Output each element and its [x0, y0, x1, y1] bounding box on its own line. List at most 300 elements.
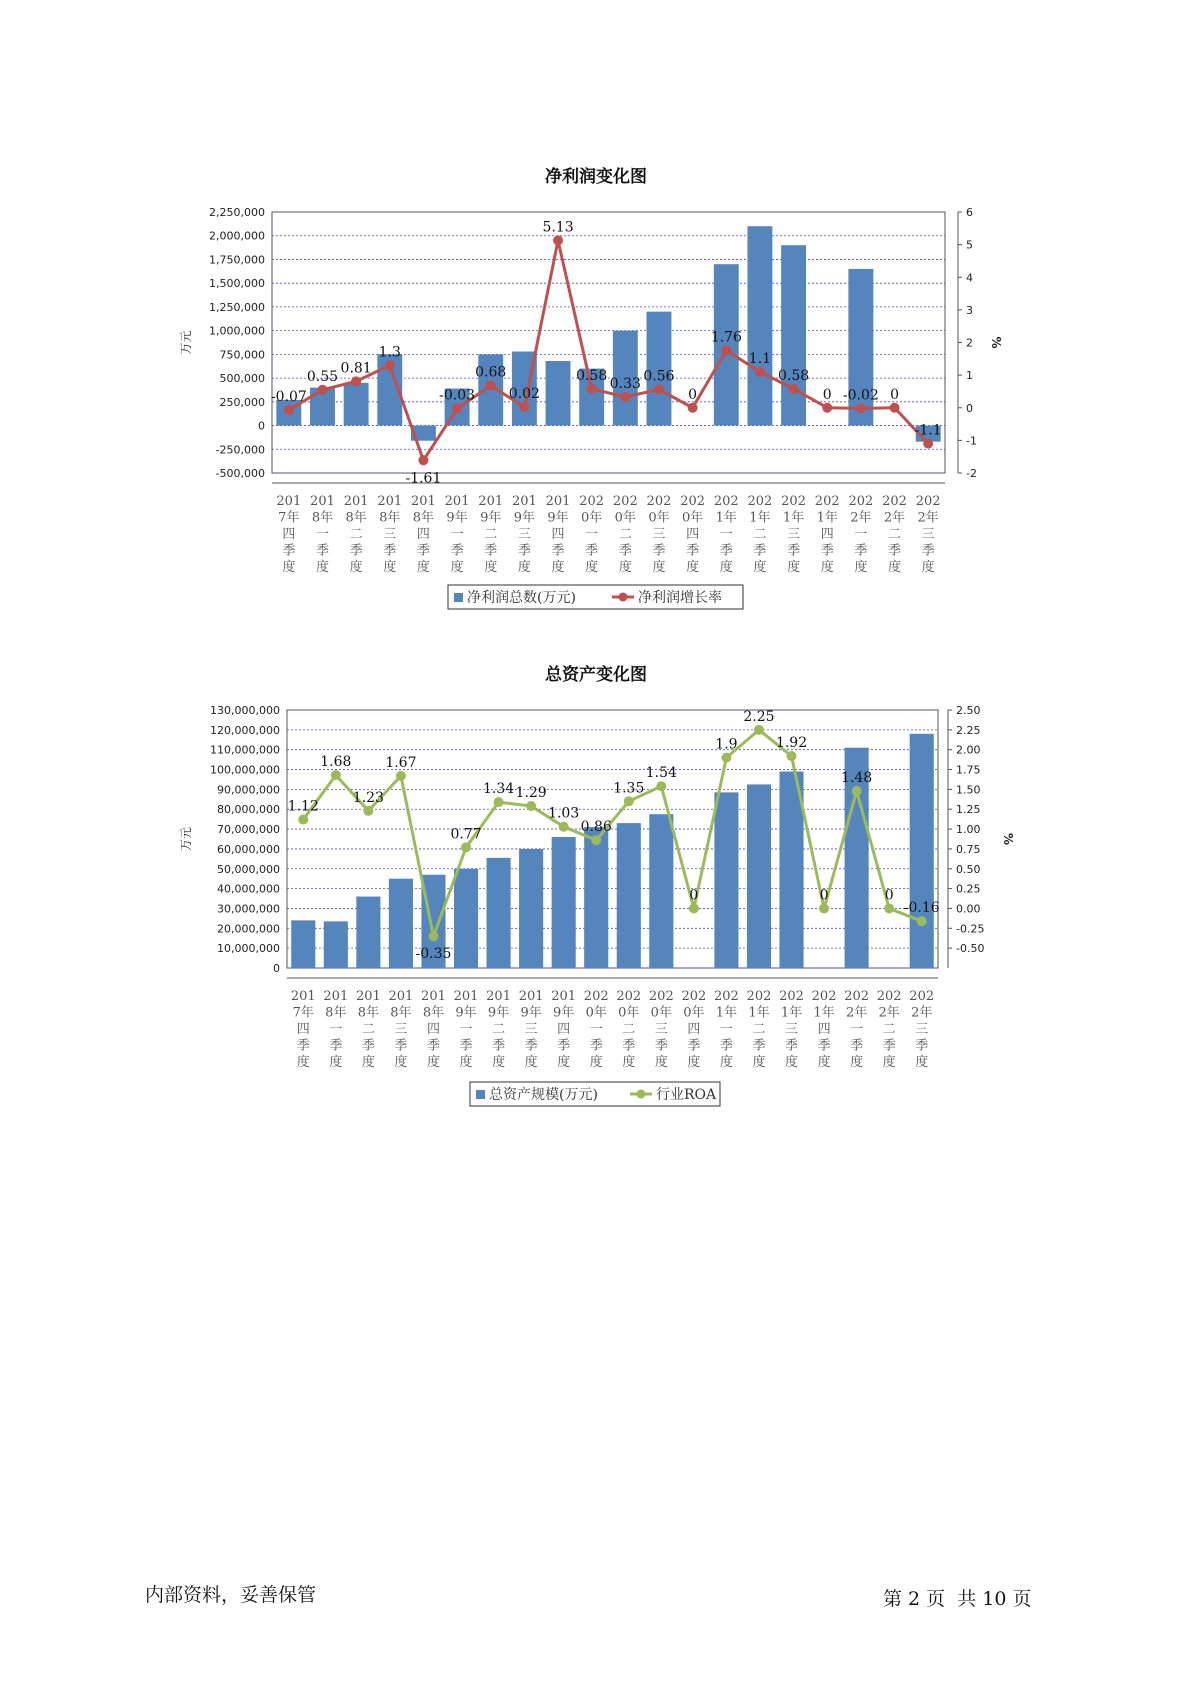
- x-tick-label: 季: [882, 1038, 896, 1054]
- x-tick-label: 度: [296, 1055, 310, 1070]
- data-label: 1.35: [613, 780, 645, 797]
- data-label: 0.55: [306, 368, 339, 385]
- y2-tick-label: 2: [966, 336, 973, 350]
- y-tick-label: 1,000,000: [209, 324, 265, 338]
- y2-tick-label: 0.50: [956, 862, 981, 876]
- x-tick-label: 度: [394, 1055, 408, 1070]
- x-tick-label: 二: [492, 1022, 506, 1037]
- bar: [344, 383, 369, 426]
- x-tick-label: 202: [713, 494, 739, 509]
- x-tick-label: 度: [589, 1055, 603, 1070]
- x-tick-label: 度: [459, 1055, 473, 1070]
- x-tick-label: 1年: [715, 1005, 738, 1021]
- data-label: 1.68: [320, 754, 352, 771]
- net-profit-chart-svg: [0, 160, 1191, 630]
- x-tick-label: 1年: [782, 510, 805, 526]
- y-tick-label: 120,000,000: [210, 723, 280, 737]
- x-tick-label: 二: [752, 1022, 766, 1037]
- x-tick-label: 季: [915, 1038, 929, 1054]
- x-tick-label: 季: [282, 543, 296, 559]
- x-tick-label: 季: [622, 1038, 636, 1054]
- x-tick-label: 202: [579, 494, 605, 509]
- x-tick-label: 202: [811, 989, 837, 1004]
- line-point: [654, 384, 664, 394]
- y-tick-label: 1,500,000: [209, 277, 265, 291]
- x-tick-label: 二: [618, 527, 632, 542]
- y2-tick-label: 3: [966, 303, 973, 317]
- x-tick-label: 1年: [780, 1005, 803, 1021]
- x-tick-label: 季: [361, 1038, 375, 1054]
- data-label: 0.02: [508, 386, 540, 403]
- line-point: [519, 402, 529, 412]
- x-tick-label: 2年: [917, 510, 939, 526]
- x-tick-label: 季: [459, 1038, 473, 1054]
- x-tick-label: 度: [785, 1055, 799, 1070]
- legend-bar-swatch: [454, 593, 463, 602]
- x-tick-label: 季: [753, 543, 767, 559]
- x-tick-label: 201: [511, 494, 537, 509]
- x-tick-label: 三: [394, 1022, 408, 1037]
- x-tick-label: 度: [719, 1055, 733, 1070]
- x-tick-label: 度: [915, 1055, 929, 1070]
- y-axis-title: 万元: [179, 330, 193, 355]
- x-tick-label: 度: [426, 1055, 440, 1070]
- data-label: 2.25: [743, 708, 775, 725]
- line-point: [620, 392, 630, 402]
- line-point: [461, 842, 471, 852]
- x-tick-label: 度: [383, 560, 397, 575]
- line-point: [284, 405, 294, 415]
- line-point: [890, 403, 900, 413]
- data-label: 0: [819, 887, 829, 904]
- y-tick-label: 100,000,000: [210, 763, 280, 777]
- y-tick-label: -500,000: [215, 467, 265, 480]
- x-tick-label: 三: [654, 1022, 668, 1037]
- legend-line-marker: [637, 1090, 646, 1099]
- x-tick-label: 202: [747, 494, 773, 509]
- x-tick-label: 202: [909, 989, 935, 1004]
- x-tick-label: 1年: [715, 510, 737, 526]
- x-tick-label: 度: [557, 1055, 571, 1070]
- x-tick-label: 二: [484, 527, 498, 542]
- x-tick-label: 201: [290, 989, 316, 1004]
- x-tick-label: 度: [817, 1055, 831, 1070]
- x-tick-label: 0年: [683, 1005, 705, 1021]
- line-point: [852, 786, 862, 796]
- x-tick-label: 202: [915, 494, 941, 509]
- line-point: [688, 403, 698, 413]
- line-point: [591, 835, 601, 845]
- x-tick-label: 2年: [911, 1005, 933, 1021]
- line-point: [754, 725, 764, 735]
- y2-tick-label: 0: [966, 401, 973, 415]
- x-tick-label: 202: [746, 989, 772, 1004]
- x-tick-label: 季: [686, 543, 700, 559]
- y2-tick-label: 2.50: [956, 704, 981, 717]
- x-tick-label: 度: [315, 560, 329, 575]
- y2-axis-title: %: [1001, 832, 1015, 846]
- x-tick-label: 201: [421, 989, 446, 1004]
- x-tick-label: 度: [882, 1055, 896, 1070]
- line-point: [298, 815, 308, 825]
- x-tick-label: 9年: [553, 1005, 575, 1021]
- plot-area: [272, 212, 945, 473]
- legend-bar-swatch: [476, 1090, 485, 1099]
- bar: [617, 823, 641, 968]
- x-tick-label: 1年: [813, 1005, 835, 1021]
- x-tick-label: 季: [654, 1038, 668, 1054]
- x-tick-label: 2年: [878, 1005, 900, 1021]
- y2-tick-label: 1.50: [956, 783, 981, 797]
- x-tick-label: 三: [915, 1022, 929, 1037]
- y-tick-label: 40,000,000: [217, 882, 280, 896]
- line-point: [363, 806, 373, 816]
- legend-bar-label: 总资产规模(万元): [489, 1087, 598, 1103]
- x-tick-label: 季: [557, 1038, 571, 1054]
- bar: [324, 921, 348, 968]
- x-tick-label: 季: [450, 543, 464, 559]
- x-tick-label: 度: [654, 1055, 668, 1070]
- legend-line-label: 行业ROA: [656, 1087, 717, 1103]
- x-tick-label: 202: [844, 989, 870, 1004]
- data-label: -0.02: [842, 387, 879, 404]
- x-tick-label: 9年: [455, 1005, 477, 1021]
- bar: [454, 869, 478, 968]
- bar: [552, 837, 576, 968]
- y2-tick-label: -2: [966, 467, 977, 480]
- x-tick-label: 三: [652, 527, 666, 542]
- x-tick-label: 度: [282, 560, 296, 575]
- x-tick-label: 季: [854, 543, 868, 559]
- data-label: 1.34: [482, 781, 515, 798]
- y-tick-label: 1,250,000: [209, 300, 265, 314]
- x-tick-label: 季: [719, 543, 733, 559]
- data-label: 0.58: [576, 367, 608, 384]
- x-tick-label: 季: [652, 543, 666, 559]
- x-tick-label: 0年: [618, 1005, 640, 1021]
- data-label: 1.48: [841, 769, 873, 786]
- x-tick-label: 度: [329, 1055, 343, 1070]
- x-tick-label: 度: [719, 560, 733, 575]
- data-label: 1.29: [515, 785, 547, 802]
- data-label: 1.03: [548, 805, 580, 822]
- x-tick-label: 度: [361, 1055, 375, 1070]
- y-axis-title: 万元: [179, 826, 193, 852]
- x-tick-label: 季: [817, 1038, 831, 1054]
- x-tick-label: 201: [276, 494, 302, 509]
- y2-tick-label: 2.25: [956, 723, 981, 737]
- data-label: 5.13: [542, 219, 574, 236]
- x-tick-label: 二: [753, 527, 767, 542]
- line-point: [351, 376, 361, 386]
- x-tick-label: 9年: [480, 510, 502, 526]
- x-tick-label: 季: [850, 1038, 864, 1054]
- x-tick-label: 三: [383, 527, 397, 542]
- bar: [389, 879, 413, 968]
- y2-tick-label: 1.75: [956, 763, 981, 777]
- x-tick-label: 201: [518, 989, 544, 1004]
- data-label: 1.9: [715, 736, 738, 753]
- line-point: [428, 931, 438, 941]
- x-tick-label: 季: [349, 543, 363, 559]
- x-tick-label: 季: [524, 1038, 538, 1054]
- x-tick-label: 度: [484, 560, 498, 575]
- line-point: [317, 385, 327, 395]
- bar: [714, 792, 738, 968]
- bar: [747, 226, 772, 425]
- y-tick-label: 130,000,000: [210, 704, 280, 717]
- x-tick-label: 四: [817, 1022, 831, 1037]
- line-point: [656, 781, 666, 791]
- line-point: [819, 903, 829, 913]
- x-tick-label: 202: [876, 989, 902, 1004]
- line-point: [331, 770, 341, 780]
- line-point: [486, 381, 496, 391]
- x-tick-label: 0年: [650, 1005, 672, 1021]
- plot-area: [287, 710, 938, 968]
- y-tick-label: 80,000,000: [217, 803, 280, 817]
- bar: [546, 361, 571, 426]
- line-point: [452, 404, 462, 414]
- line-point: [553, 235, 563, 245]
- line-point: [923, 439, 933, 449]
- data-label: 0.68: [475, 364, 507, 381]
- y-tick-label: 500,000: [219, 372, 265, 386]
- y2-tick-label: 1.00: [956, 823, 981, 837]
- line-point: [559, 822, 569, 832]
- x-tick-label: 2年: [883, 510, 906, 526]
- x-tick-label: 度: [618, 560, 632, 575]
- line-point: [385, 360, 395, 370]
- x-tick-label: 201: [478, 494, 504, 509]
- data-label: -0.03: [439, 387, 476, 404]
- x-tick-label: 度: [349, 560, 363, 575]
- data-label: 0: [822, 386, 832, 403]
- x-tick-label: 201: [388, 989, 414, 1004]
- data-label: -0.16: [903, 900, 940, 917]
- x-tick-label: 季: [785, 1038, 799, 1054]
- x-tick-label: 7年: [278, 510, 300, 526]
- x-tick-label: 季: [517, 543, 531, 559]
- x-tick-label: 一: [719, 1022, 733, 1037]
- x-tick-label: 三: [921, 527, 935, 542]
- line-point: [526, 801, 536, 811]
- y2-tick-label: 0.25: [956, 882, 981, 896]
- x-tick-label: 季: [416, 543, 430, 559]
- y-tick-label: 250,000: [219, 395, 265, 409]
- bar: [781, 245, 806, 425]
- data-label: 0.81: [340, 360, 372, 377]
- x-tick-label: 201: [486, 989, 511, 1004]
- x-tick-label: 2年: [845, 1005, 868, 1021]
- x-tick-label: 一: [450, 527, 464, 542]
- x-tick-label: 四: [687, 1022, 701, 1037]
- x-tick-label: 201: [355, 989, 381, 1004]
- data-label: 1.67: [385, 754, 417, 771]
- y2-tick-label: 4: [966, 271, 973, 285]
- x-tick-label: 一: [854, 527, 868, 542]
- data-label: 1.12: [287, 798, 319, 815]
- x-tick-label: 二: [622, 1022, 636, 1037]
- line-point: [755, 367, 765, 377]
- x-tick-label: 一: [315, 527, 329, 542]
- footer-confidential-note: 内部资料，妥善保管: [145, 1584, 317, 1606]
- x-tick-label: 8年: [412, 510, 435, 526]
- data-label: 0.56: [643, 368, 675, 385]
- line-point: [624, 796, 634, 806]
- data-label: 0: [890, 386, 899, 403]
- x-tick-label: 202: [616, 989, 642, 1004]
- x-tick-label: 0年: [681, 510, 704, 526]
- data-label: 1.3: [378, 344, 401, 361]
- data-label: 1.54: [645, 765, 677, 782]
- data-label: 0: [688, 386, 698, 403]
- line-point: [587, 384, 597, 394]
- line-point: [917, 916, 927, 926]
- x-tick-label: 201: [323, 989, 349, 1004]
- y-tick-label: 50,000,000: [217, 862, 280, 876]
- x-tick-label: 度: [450, 560, 464, 575]
- x-tick-label: 度: [686, 560, 700, 575]
- x-tick-label: 一: [719, 527, 733, 542]
- data-label: 0.58: [777, 367, 810, 384]
- x-tick-label: 度: [687, 1055, 701, 1070]
- x-tick-label: 度: [416, 560, 430, 575]
- y-tick-label: 20,000,000: [217, 922, 280, 936]
- y-tick-label: 0: [273, 962, 280, 975]
- y2-tick-label: 1.25: [956, 803, 981, 817]
- data-label: 0: [884, 887, 894, 904]
- x-tick-label: 度: [492, 1055, 506, 1070]
- x-tick-label: 季: [888, 543, 902, 559]
- x-tick-label: 季: [315, 543, 329, 559]
- y2-tick-label: 0.00: [956, 902, 981, 916]
- x-tick-label: 202: [882, 494, 907, 509]
- x-tick-label: 202: [779, 989, 804, 1004]
- y2-tick-label: 5: [966, 238, 973, 252]
- x-tick-label: 度: [752, 1055, 766, 1070]
- x-tick-label: 三: [524, 1022, 538, 1037]
- x-tick-label: 度: [854, 560, 868, 575]
- x-tick-label: 201: [343, 494, 369, 509]
- x-tick-label: 三: [787, 527, 801, 542]
- line-point: [787, 751, 797, 761]
- y-tick-label: 10,000,000: [217, 942, 280, 956]
- x-tick-label: 季: [296, 1038, 310, 1054]
- x-tick-label: 季: [687, 1038, 701, 1054]
- x-tick-label: 202: [680, 494, 706, 509]
- x-tick-label: 202: [646, 494, 672, 509]
- x-tick-label: 度: [921, 560, 935, 575]
- line-point: [856, 403, 866, 413]
- x-tick-label: 季: [329, 1038, 343, 1054]
- y-tick-label: 60,000,000: [217, 842, 280, 856]
- y2-tick-label: 2.00: [956, 743, 981, 757]
- x-tick-label: 9年: [487, 1005, 510, 1021]
- x-tick-label: 0年: [648, 510, 670, 526]
- y-tick-label: 90,000,000: [217, 783, 280, 797]
- x-tick-label: 度: [850, 1055, 864, 1070]
- data-label: 0.77: [450, 826, 482, 843]
- x-tick-label: 8年: [390, 1005, 412, 1021]
- x-tick-label: 7年: [292, 1005, 314, 1021]
- x-tick-label: 度: [517, 560, 531, 575]
- bar: [747, 784, 771, 968]
- x-tick-label: 202: [612, 494, 638, 509]
- x-tick-label: 四: [282, 527, 296, 542]
- y2-tick-label: -0.25: [956, 922, 985, 936]
- x-tick-label: 0年: [614, 510, 636, 526]
- y-tick-label: 2,000,000: [209, 229, 265, 243]
- y-tick-label: 110,000,000: [210, 743, 280, 757]
- bar: [487, 858, 511, 968]
- x-tick-label: 0年: [581, 510, 603, 526]
- line-point: [822, 403, 832, 413]
- x-tick-label: 201: [545, 494, 571, 509]
- x-tick-label: 2年: [850, 510, 872, 526]
- line-point: [418, 455, 428, 465]
- x-tick-label: 1年: [816, 510, 838, 526]
- x-tick-label: 度: [753, 560, 767, 575]
- x-tick-label: 1年: [749, 510, 771, 526]
- y-tick-label: 70,000,000: [217, 823, 280, 837]
- line-point: [494, 797, 504, 807]
- y2-tick-label: -0.50: [956, 942, 985, 956]
- x-tick-label: 度: [820, 560, 834, 575]
- x-tick-label: 二: [361, 1022, 375, 1037]
- x-tick-label: 季: [589, 1038, 603, 1054]
- data-label: 1.76: [710, 329, 742, 346]
- data-label: -0.07: [270, 389, 307, 406]
- data-label: 1.23: [352, 789, 384, 806]
- x-tick-label: 季: [394, 1038, 408, 1054]
- x-tick-label: 202: [681, 989, 707, 1004]
- x-tick-label: 1年: [748, 1005, 770, 1021]
- y2-tick-label: 1: [966, 369, 973, 383]
- x-tick-label: 9年: [513, 510, 536, 526]
- x-tick-label: 201: [411, 494, 436, 509]
- bar: [291, 920, 315, 968]
- x-tick-label: 季: [426, 1038, 440, 1054]
- total-assets-chart: [0, 660, 1191, 1120]
- x-tick-label: 201: [551, 989, 577, 1004]
- x-tick-label: 三: [517, 527, 531, 542]
- line-point: [721, 345, 731, 355]
- x-tick-label: 度: [652, 560, 666, 575]
- x-tick-label: 季: [585, 543, 599, 559]
- footer-page-number: 第 2 页 共 10 页: [883, 1588, 1032, 1610]
- line-point: [721, 753, 731, 763]
- x-tick-label: 四: [686, 527, 700, 542]
- x-tick-label: 202: [781, 494, 806, 509]
- legend-line-marker: [619, 593, 628, 602]
- x-tick-label: 四: [551, 527, 565, 542]
- x-tick-label: 四: [426, 1022, 440, 1037]
- bar: [910, 734, 934, 968]
- y-tick-label: -250,000: [215, 443, 265, 457]
- x-tick-label: 季: [752, 1038, 766, 1054]
- x-tick-label: 度: [551, 560, 565, 575]
- x-tick-label: 度: [622, 1055, 636, 1070]
- y2-tick-label: -1: [966, 434, 977, 448]
- x-tick-label: 一: [329, 1022, 343, 1037]
- x-tick-label: 二: [888, 527, 902, 542]
- x-tick-label: 9年: [446, 510, 468, 526]
- line-point: [689, 903, 699, 913]
- x-tick-label: 201: [453, 989, 479, 1004]
- y-tick-label: 2,250,000: [209, 206, 265, 219]
- x-tick-label: 四: [296, 1022, 310, 1037]
